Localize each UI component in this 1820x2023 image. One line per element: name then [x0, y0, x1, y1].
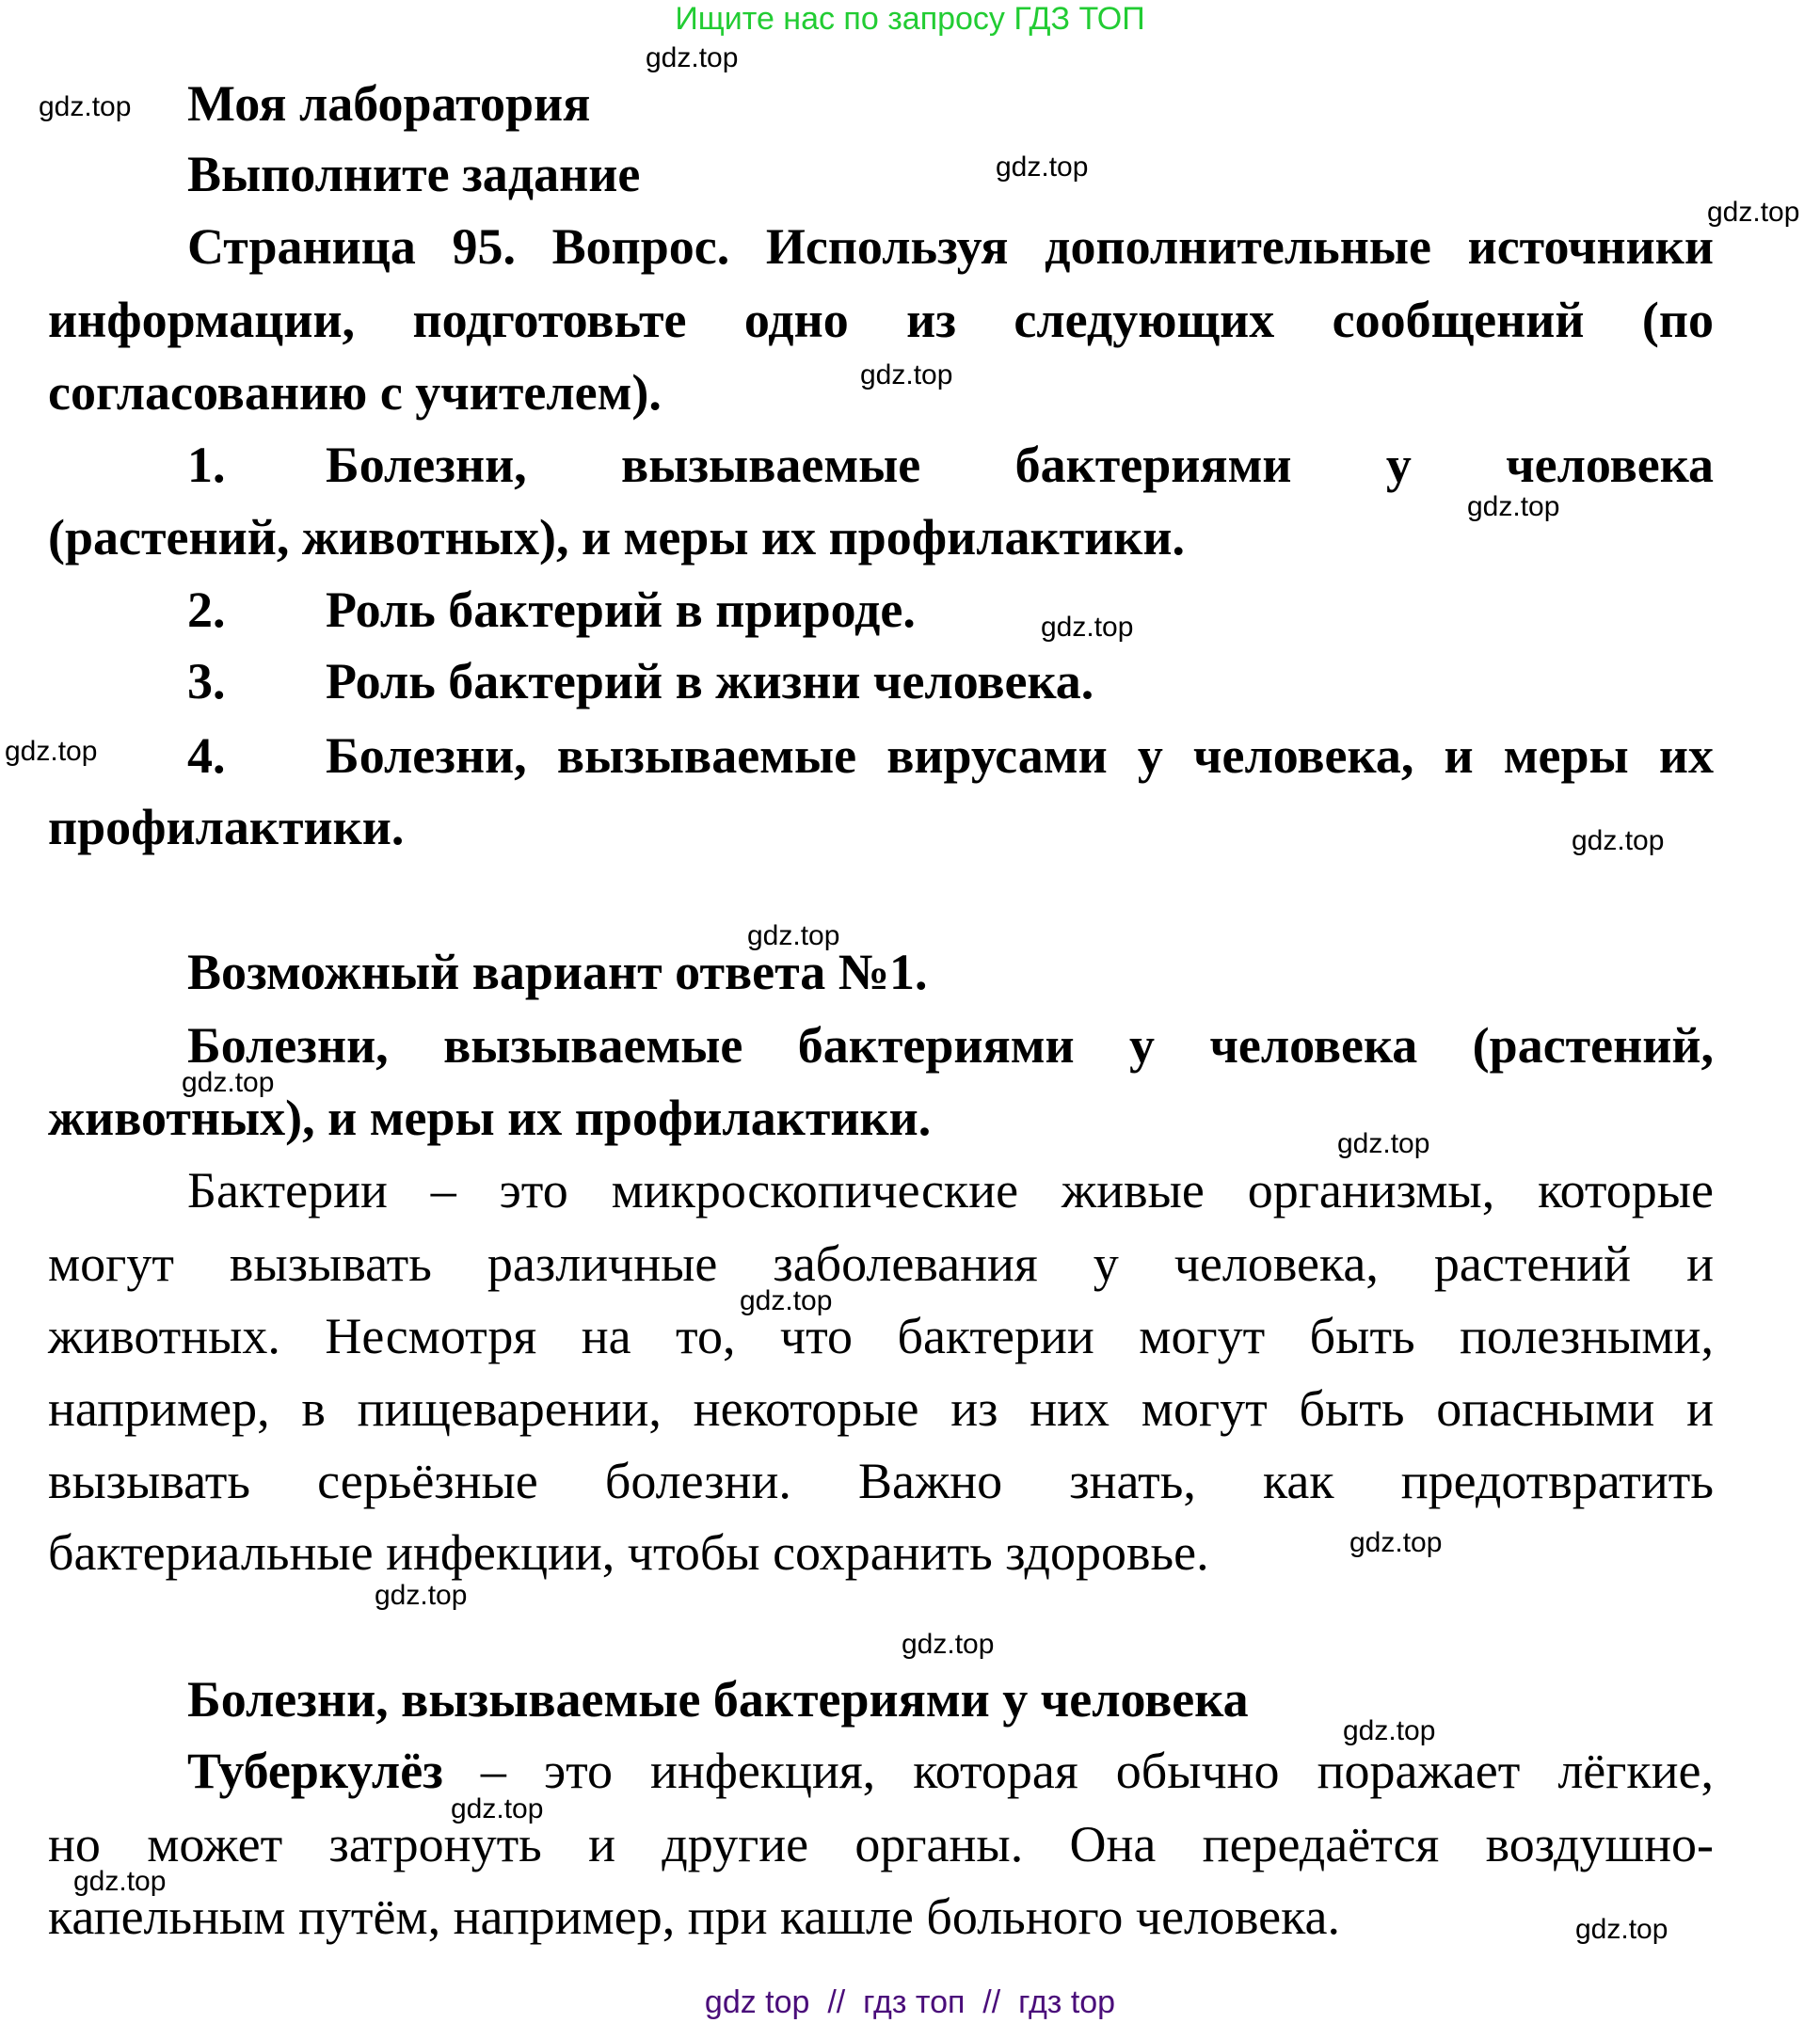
paragraph-line: Бактерии – это микроскопические живые организмы, которые: [187, 1162, 1714, 1219]
paragraph-line: вызывать серьёзные болезни. Важно знать, как предотвратить: [48, 1453, 1714, 1509]
watermark: gdz.top: [375, 1580, 468, 1611]
watermark: gdz.top: [740, 1285, 833, 1316]
option-2: [48, 574, 1714, 645]
watermark: gdz.top: [747, 920, 840, 951]
watermark: gdz.top: [5, 736, 98, 767]
option-3: [48, 645, 1714, 717]
answer-title-line: Болезни, вызываемые бактериями у человека (растений,: [187, 1017, 1714, 1074]
paragraph-line: животных. Несмотря на то, что бактерии могут быть полезными,: [48, 1308, 1714, 1364]
watermark: gdz.top: [1349, 1527, 1443, 1558]
watermark: gdz.top: [996, 151, 1089, 183]
option-4: [48, 720, 1714, 791]
watermark: gdz.top: [451, 1793, 544, 1824]
watermark: gdz.top: [1343, 1715, 1436, 1746]
footer-banner[interactable]: gdz top // гдз топ // гдз top: [704, 1984, 1116, 2020]
watermark: gdz.top: [860, 359, 953, 390]
option-text: Болезни, вызываемые бактериями у человека: [326, 437, 1714, 493]
answer-heading: Возможный вариант ответа №1.: [187, 944, 928, 1000]
paragraph-line: но может затронуть и другие органы. Она передаётся воздушно-: [48, 1816, 1714, 1872]
paragraph-line: например, в пищеварении, некоторые из них могут быть опасными и: [48, 1380, 1714, 1437]
watermark: gdz.top: [1707, 197, 1800, 228]
watermark: gdz.top: [902, 1629, 995, 1660]
watermark: gdz.top: [646, 42, 739, 73]
paragraph-line: [187, 1735, 1714, 1807]
section-title: Моя лаборатория: [187, 75, 591, 132]
term: Туберкулёз: [187, 1743, 443, 1799]
option-number: 2.: [187, 581, 226, 638]
watermark: gdz.top: [1575, 1914, 1668, 1945]
question-line: согласованию с учителем).: [48, 364, 662, 421]
paragraph-line: капельным путём, например, при кашле больного человека.: [48, 1888, 1341, 1945]
option-1: [48, 429, 1714, 501]
option-text: профилактики.: [48, 799, 405, 855]
watermark: gdz.top: [182, 1067, 275, 1098]
watermark: gdz.top: [39, 91, 132, 122]
watermark: gdz.top: [73, 1866, 167, 1897]
answer-title-line: животных), и меры их профилактики.: [48, 1090, 932, 1146]
question-line: Страница 95. Вопрос. Используя дополнительные источники: [187, 218, 1714, 275]
question-line: информации, подготовьте одно из следующих сообщений (по: [48, 292, 1714, 348]
paragraph-line: могут вызывать различные заболевания у человека, растений и: [48, 1235, 1714, 1292]
task-heading: Выполните задание: [187, 146, 641, 202]
watermark: gdz.top: [1467, 491, 1560, 522]
paragraph-line: бактериальные инфекции, чтобы сохранить здоровье.: [48, 1524, 1209, 1581]
watermark: gdz.top: [1572, 825, 1665, 856]
option-number: 3.: [187, 653, 226, 709]
search-banner[interactable]: Ищите нас по запросу ГДЗ ТОП: [675, 1, 1145, 37]
option-text: Роль бактерий в жизни человека.: [326, 653, 1094, 709]
option-text: Роль бактерий в природе.: [326, 581, 916, 638]
option-number: 1.: [187, 437, 226, 493]
term-definition: – это инфекция, которая обычно поражает лёгкие,: [442, 1743, 1714, 1799]
option-text: Болезни, вызываемые вирусами у человека, и меры их: [326, 727, 1714, 784]
option-number: 4.: [187, 727, 226, 784]
watermark: gdz.top: [1041, 612, 1134, 643]
watermark: gdz.top: [1337, 1128, 1430, 1159]
option-text: (растений, животных), и меры их профилактики.: [48, 509, 1186, 565]
subheading: Болезни, вызываемые бактериями у человека: [187, 1671, 1249, 1728]
